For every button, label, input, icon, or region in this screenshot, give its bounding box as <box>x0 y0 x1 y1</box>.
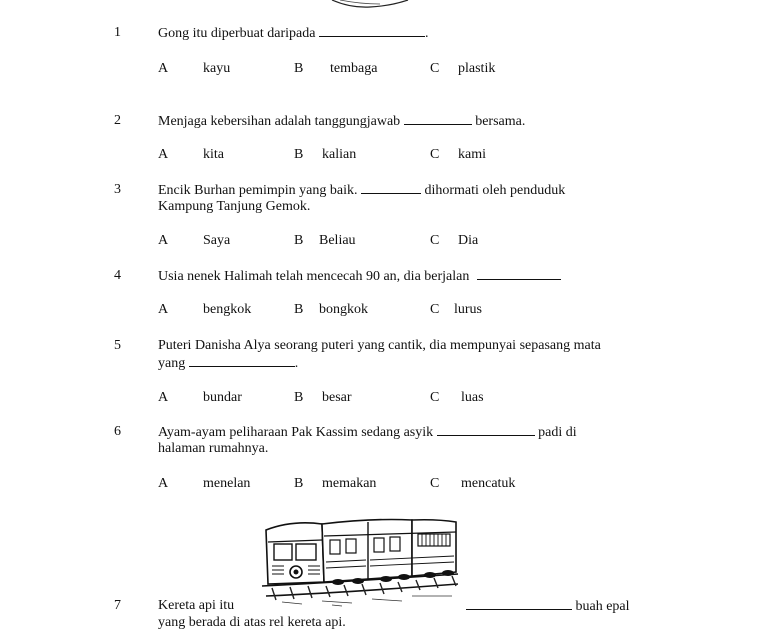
answer-blank <box>319 24 425 37</box>
question-number: 5 <box>114 338 121 353</box>
option-letter: B <box>294 476 304 491</box>
question-number: 4 <box>114 268 121 283</box>
question-tail: bersama. <box>475 114 526 129</box>
question-text-line2: halaman rumahnya. <box>158 441 269 456</box>
option-letter: B <box>294 390 304 405</box>
question-stem: Kereta api itu <box>158 598 235 613</box>
option-letter: C <box>430 233 440 248</box>
option-letter: C <box>430 302 440 317</box>
option-letter: A <box>158 233 169 248</box>
answer-blank <box>361 181 421 194</box>
option-text: kalian <box>322 147 357 162</box>
question-stem: yang <box>158 356 186 371</box>
question-text-line2 <box>158 354 298 372</box>
train-illustration <box>262 516 458 608</box>
option-letter: B <box>294 61 304 76</box>
question-number: 7 <box>114 598 121 613</box>
option-text: Dia <box>458 233 479 248</box>
option-text: menelan <box>203 476 251 491</box>
gong-illustration <box>330 0 410 10</box>
question-number: 6 <box>114 424 121 439</box>
question-number: 3 <box>114 182 121 197</box>
option-letter: C <box>430 61 440 76</box>
answer-blank <box>437 423 535 436</box>
option-text: kayu <box>203 61 231 76</box>
question-stem: Usia nenek Halimah telah mencecah 90 an, dia berjalan <box>158 269 470 284</box>
question-number: 2 <box>114 113 121 128</box>
question-text <box>158 24 428 42</box>
option-text: bongkok <box>319 302 368 317</box>
question-stem: Ayam-ayam peliharaan Pak Kassim sedang asyik <box>158 425 434 440</box>
question-tail: dihormati oleh penduduk <box>424 183 566 198</box>
option-text: luas <box>461 390 484 405</box>
option-letter: A <box>158 147 169 162</box>
question-stem: Encik Burhan pemimpin yang baik. <box>158 183 358 198</box>
question-text <box>158 423 577 441</box>
option-text: mencatuk <box>461 476 516 491</box>
question-number: 1 <box>114 25 121 40</box>
option-text: memakan <box>322 476 377 491</box>
question-tail: . <box>294 356 299 371</box>
option-text: kami <box>458 147 486 162</box>
option-letter: C <box>430 147 440 162</box>
question-text <box>158 267 561 285</box>
option-letter: A <box>158 302 169 317</box>
option-letter: B <box>294 147 304 162</box>
option-text: tembaga <box>330 61 378 76</box>
question-stem: Gong itu diperbuat daripada <box>158 26 316 41</box>
option-letter: B <box>294 233 304 248</box>
option-letter: C <box>430 476 440 491</box>
option-text: besar <box>322 390 352 405</box>
answer-blank <box>189 354 295 367</box>
option-letter: C <box>430 390 440 405</box>
question-tail: . <box>424 26 429 41</box>
option-letter: A <box>158 61 169 76</box>
question-text <box>158 181 565 199</box>
question-text: Puteri Danisha Alya seorang puteri yang cantik, dia mempunyai sepasang mata <box>158 338 601 353</box>
option-letter: B <box>294 302 304 317</box>
option-text: bundar <box>203 390 242 405</box>
question-tail: padi di <box>538 425 577 440</box>
question-text-line2: yang berada di atas rel kereta api. <box>158 615 346 630</box>
answer-blank <box>466 597 572 610</box>
question-text <box>466 597 630 615</box>
answer-blank <box>477 267 561 280</box>
option-text: Beliau <box>319 233 356 248</box>
option-letter: A <box>158 390 169 405</box>
question-text-line2: Kampung Tanjung Gemok. <box>158 199 311 214</box>
option-text: plastik <box>458 61 496 76</box>
option-text: Saya <box>203 233 231 248</box>
option-text: kita <box>203 147 224 162</box>
option-text: bengkok <box>203 302 252 317</box>
question-stem: Menjaga kebersihan adalah tanggungjawab <box>158 114 401 129</box>
option-text: lurus <box>454 302 482 317</box>
option-letter: A <box>158 476 169 491</box>
answer-blank <box>404 112 472 125</box>
question-text <box>158 112 525 130</box>
question-tail: buah epal <box>575 599 630 614</box>
